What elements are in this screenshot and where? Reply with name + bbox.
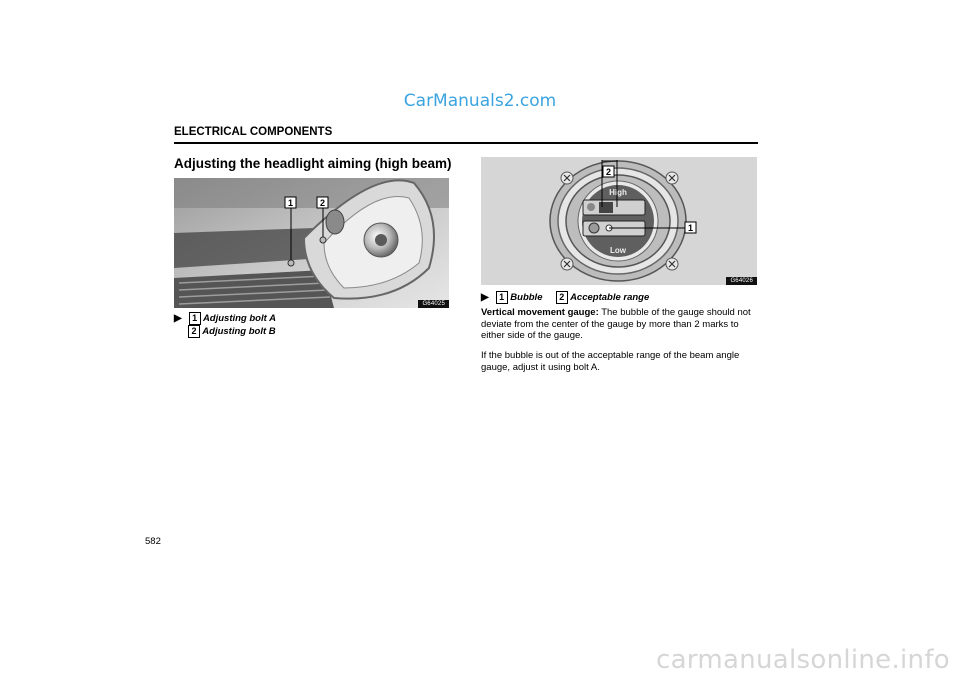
paragraph-gauge xyxy=(481,307,759,342)
beam-gauge-illustration xyxy=(481,157,757,285)
figure-code-left: G64025 xyxy=(418,300,449,308)
headlight-illustration xyxy=(174,178,449,308)
item-label: Adjusting bolt A xyxy=(202,313,276,325)
item-number-badge: 1 xyxy=(189,312,201,325)
watermark-bottom: carmanualsonline.info xyxy=(655,645,950,675)
headlight-photo xyxy=(174,178,449,308)
callout-item xyxy=(174,325,276,338)
svg-text:2: 2 xyxy=(319,198,326,208)
paragraph-text: The bubble of the gauge should not deviate from the center of the gauge by more than 2 marks to either side of the gauge. xyxy=(481,307,751,341)
header-rule xyxy=(174,142,758,144)
paragraph-adjust: If the bubble is out of the acceptable range of the beam angle gauge, adjust it using bolt A. xyxy=(481,350,740,373)
item-number-badge: 1 xyxy=(496,291,508,304)
svg-text:2: 2 xyxy=(605,167,612,177)
svg-text:1: 1 xyxy=(287,198,294,208)
page-number: 582 xyxy=(145,536,161,547)
callout-tag-1 xyxy=(285,197,296,208)
gauge-label-high: High xyxy=(609,188,627,197)
pointer-arrow-icon: ▶ xyxy=(174,313,182,325)
callout-list-right xyxy=(481,291,649,304)
callout-item xyxy=(174,312,276,325)
page-title: Adjusting the headlight aiming (high beam) xyxy=(174,156,452,171)
item-label: Acceptable range xyxy=(570,292,650,304)
gauge-label-low: Low xyxy=(610,246,626,255)
paragraph-lead: Vertical movement gauge: xyxy=(481,307,599,318)
item-number-badge: 2 xyxy=(556,291,568,304)
pointer-arrow-icon: ▶ xyxy=(481,292,489,304)
callout-list-left xyxy=(174,312,276,338)
watermark-top: CarManuals2.com xyxy=(403,91,557,111)
callout-tag-2 xyxy=(603,166,614,177)
callout-item xyxy=(481,291,649,304)
section-header: ELECTRICAL COMPONENTS xyxy=(174,126,333,138)
gauge-diagram xyxy=(481,157,757,285)
callout-tag-1 xyxy=(685,222,696,233)
figure-code-right: G64026 xyxy=(726,277,757,285)
item-label: Adjusting bolt B xyxy=(202,326,276,338)
item-label: Bubble xyxy=(510,292,543,304)
item-number-badge: 2 xyxy=(188,325,200,338)
svg-text:1: 1 xyxy=(687,223,694,233)
callout-tag-2 xyxy=(317,197,328,208)
